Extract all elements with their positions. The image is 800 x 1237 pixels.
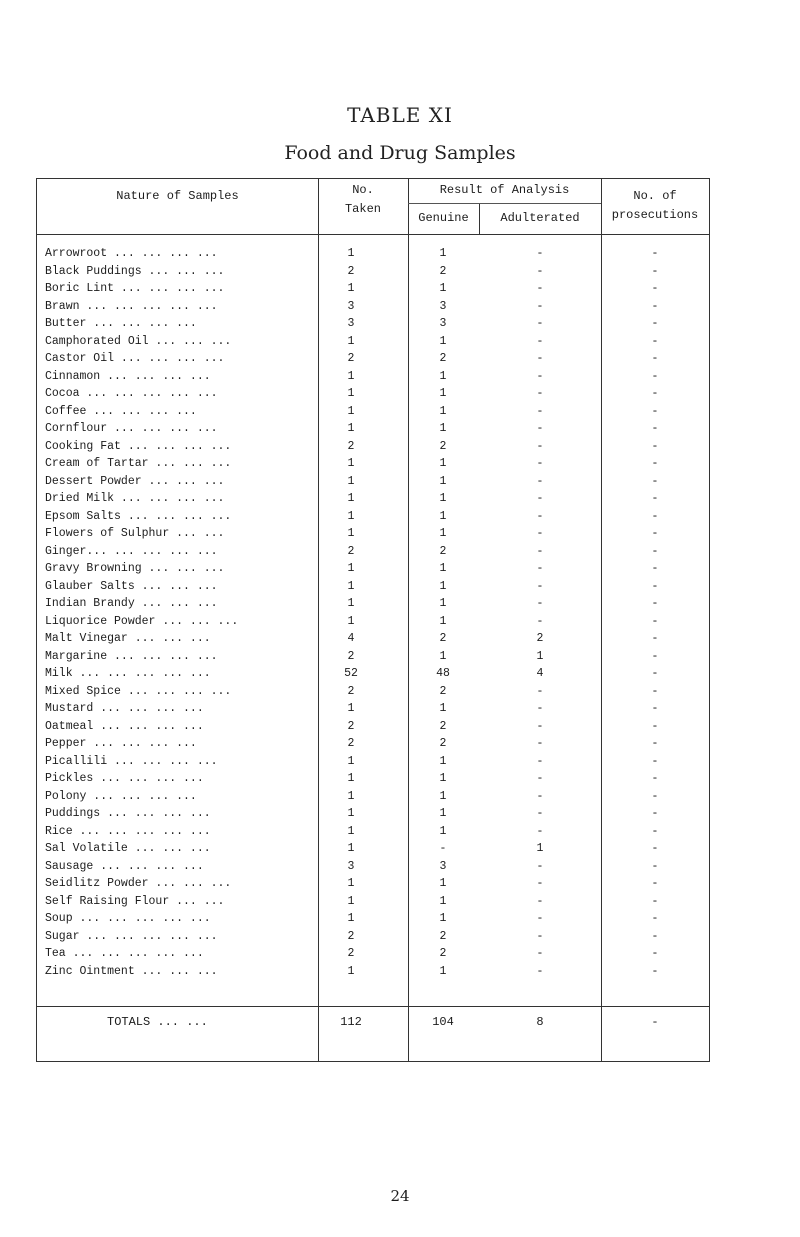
samples-taken: 2: [347, 719, 355, 733]
sample-name: Camphorated Oil ... ... ...: [45, 334, 232, 348]
prosecutions-count: -: [651, 824, 659, 838]
adulterated-count: -: [536, 387, 544, 400]
prosecutions-count: -: [651, 247, 659, 260]
genuine-count: 1: [439, 509, 447, 523]
samples-taken: 1: [347, 527, 355, 540]
genuine-count: 1: [439, 579, 447, 593]
adulterated-count: -: [536, 247, 544, 260]
table-row: [37, 350, 709, 368]
sample-name: Glauber Salts ... ... ...: [45, 579, 218, 593]
adulterated-count: -: [536, 544, 544, 558]
sample-name: Margarine ... ... ... ...: [45, 649, 218, 663]
samples-taken: 1: [347, 912, 355, 925]
adulterated-count: -: [536, 702, 544, 715]
adulterated-count: -: [536, 404, 544, 418]
table-row: [37, 875, 709, 893]
samples-taken: 52: [344, 667, 358, 680]
table-row: [37, 455, 709, 473]
adulterated-count: -: [536, 807, 544, 820]
genuine-count: 1: [439, 789, 447, 803]
adulterated-count: -: [536, 457, 544, 470]
adulterated-count: -: [536, 754, 544, 768]
prosecutions-count: -: [651, 369, 659, 383]
prosecutions-count: -: [651, 317, 659, 330]
samples-taken: 1: [347, 877, 355, 890]
prosecutions-count: -: [651, 299, 659, 313]
sample-name: Picallili ... ... ... ...: [45, 754, 218, 768]
genuine-count: 2: [439, 264, 447, 278]
samples-taken: 1: [347, 562, 355, 575]
table-row: [37, 245, 709, 263]
genuine-count: 2: [439, 632, 447, 645]
sample-name: Pepper ... ... ... ...: [45, 737, 197, 750]
genuine-count: 1: [439, 474, 447, 488]
genuine-count: 3: [439, 317, 447, 330]
genuine-count: 1: [439, 404, 447, 418]
genuine-count: 1: [439, 772, 447, 785]
table-row: [37, 420, 709, 438]
genuine-count: 1: [439, 334, 447, 348]
prosecutions-count: -: [651, 509, 659, 523]
sample-name: Malt Vinegar ... ... ...: [45, 632, 211, 645]
adulterated-count: -: [536, 772, 544, 785]
samples-taken: 1: [347, 964, 355, 978]
samples-taken: 1: [347, 474, 355, 488]
genuine-count: 1: [439, 387, 447, 400]
prosecutions-count: -: [651, 859, 659, 873]
genuine-count: 1: [439, 597, 447, 610]
samples-taken: 3: [347, 859, 355, 873]
prosecutions-count: -: [651, 702, 659, 715]
table-row: [37, 770, 709, 788]
totals-row: [37, 1007, 709, 1037]
genuine-count: 1: [439, 492, 447, 505]
prosecutions-count: -: [651, 352, 659, 365]
adulterated-count: -: [536, 562, 544, 575]
sample-name: Cocoa ... ... ... ... ...: [45, 387, 218, 400]
adulterated-count: 2: [536, 632, 544, 645]
prosecutions-count: -: [651, 597, 659, 610]
table-row: [37, 928, 709, 946]
samples-taken: 1: [347, 789, 355, 803]
adulterated-count: -: [536, 719, 544, 733]
adulterated-count: -: [536, 422, 544, 435]
prosecutions-count: -: [651, 439, 659, 453]
prosecutions-count: -: [651, 754, 659, 768]
genuine-count: 1: [439, 807, 447, 820]
table-row: [37, 578, 709, 596]
table-row: [37, 280, 709, 298]
sample-name: Arrowroot ... ... ... ...: [45, 247, 218, 260]
sample-name: Butter ... ... ... ...: [45, 317, 197, 330]
samples-taken: 1: [347, 369, 355, 383]
genuine-count: 1: [439, 649, 447, 663]
table-row: [37, 490, 709, 508]
table-row: [37, 735, 709, 753]
sample-name: Ginger... ... ... ... ...: [45, 544, 218, 558]
adulterated-count: -: [536, 947, 544, 960]
sample-name: Zinc Ointment ... ... ...: [45, 964, 218, 978]
samples-taken: 2: [347, 264, 355, 278]
genuine-count: 2: [439, 439, 447, 453]
table-row: [37, 805, 709, 823]
header-taken-line2: Taken: [344, 202, 381, 216]
table-row: [37, 315, 709, 333]
genuine-count: 1: [439, 912, 447, 925]
sample-name: Mustard ... ... ... ...: [45, 702, 204, 715]
table-row: [37, 438, 709, 456]
table-row: [37, 648, 709, 666]
samples-taken: 1: [347, 404, 355, 418]
prosecutions-count: -: [651, 527, 659, 540]
genuine-count: 2: [439, 684, 447, 698]
table-row: [37, 788, 709, 806]
sample-name: Epsom Salts ... ... ... ...: [45, 509, 232, 523]
genuine-count: 1: [439, 824, 447, 838]
prosecutions-count: -: [651, 632, 659, 645]
samples-taken: 1: [347, 492, 355, 505]
samples-taken: 1: [347, 509, 355, 523]
page-number: 24: [390, 1187, 410, 1205]
prosecutions-count: -: [651, 789, 659, 803]
samples-taken: 1: [347, 842, 355, 855]
table-row: [37, 753, 709, 771]
samples-taken: 1: [347, 824, 355, 838]
table-row: [37, 473, 709, 491]
genuine-count: 1: [439, 247, 447, 260]
prosecutions-count: -: [651, 422, 659, 435]
samples-taken: 1: [347, 334, 355, 348]
genuine-count: 2: [439, 947, 447, 960]
table-row: [37, 263, 709, 281]
adulterated-count: 4: [536, 667, 544, 680]
table-row: [37, 543, 709, 561]
sample-name: Puddings ... ... ... ...: [45, 807, 211, 820]
genuine-count: 2: [439, 352, 447, 365]
table-row: [37, 945, 709, 963]
adulterated-count: -: [536, 894, 544, 908]
genuine-count: 2: [439, 719, 447, 733]
sample-name: Boric Lint ... ... ... ...: [45, 282, 225, 295]
header-prosecutions-line1: No. of: [633, 189, 677, 203]
adulterated-count: -: [536, 317, 544, 330]
table-row: [37, 718, 709, 736]
prosecutions-count: -: [651, 947, 659, 960]
adulterated-count: -: [536, 439, 544, 453]
samples-taken: 1: [347, 702, 355, 715]
adulterated-count: -: [536, 737, 544, 750]
table-subtitle: Food and Drug Samples: [284, 142, 516, 164]
samples-taken: 1: [347, 422, 355, 435]
adulterated-count: -: [536, 334, 544, 348]
adulterated-count: -: [536, 824, 544, 838]
adulterated-count: -: [536, 352, 544, 365]
sample-name: Self Raising Flour ... ...: [45, 894, 225, 908]
samples-taken: 1: [347, 772, 355, 785]
header-prosecutions-line2: prosecutions: [611, 208, 699, 222]
prosecutions-count: -: [651, 964, 659, 978]
adulterated-count: -: [536, 264, 544, 278]
prosecutions-count: -: [651, 562, 659, 575]
adulterated-count: -: [536, 789, 544, 803]
sample-name: Oatmeal ... ... ... ...: [45, 719, 204, 733]
samples-taken: 1: [347, 807, 355, 820]
header-divider: [37, 234, 709, 235]
genuine-count: 1: [439, 457, 447, 470]
sample-name: Dessert Powder ... ... ...: [45, 474, 225, 488]
adulterated-count: -: [536, 614, 544, 628]
samples-taken: 1: [347, 597, 355, 610]
totals-taken: 112: [340, 1015, 362, 1029]
samples-taken: 3: [347, 317, 355, 330]
prosecutions-count: -: [651, 579, 659, 593]
table-row: [37, 508, 709, 526]
table-row: [37, 403, 709, 421]
sample-name: Coffee ... ... ... ...: [45, 404, 197, 418]
prosecutions-count: -: [651, 334, 659, 348]
genuine-count: 3: [439, 299, 447, 313]
adulterated-count: 1: [536, 842, 544, 855]
samples-taken: 1: [347, 387, 355, 400]
sample-name: Milk ... ... ... ... ...: [45, 667, 211, 680]
sample-name: Dried Milk ... ... ... ...: [45, 492, 225, 505]
samples-taken: 2: [347, 684, 355, 698]
adulterated-count: -: [536, 282, 544, 295]
samples-taken: 1: [347, 247, 355, 260]
adulterated-count: -: [536, 509, 544, 523]
table-row: [37, 858, 709, 876]
table-row: [37, 298, 709, 316]
table-title: TABLE XI: [347, 103, 453, 127]
prosecutions-count: -: [651, 264, 659, 278]
prosecutions-count: -: [651, 404, 659, 418]
totals-genuine: 104: [432, 1015, 454, 1029]
sample-name: Tea ... ... ... ... ...: [45, 947, 204, 960]
prosecutions-count: -: [651, 719, 659, 733]
genuine-count: 3: [439, 859, 447, 873]
adulterated-count: -: [536, 929, 544, 943]
genuine-count: 2: [439, 544, 447, 558]
sample-name: Cornflour ... ... ... ...: [45, 422, 218, 435]
prosecutions-count: -: [651, 649, 659, 663]
samples-taken: 3: [347, 299, 355, 313]
samples-taken: 1: [347, 894, 355, 908]
genuine-count: 1: [439, 702, 447, 715]
table-row: [37, 665, 709, 683]
samples-taken: 2: [347, 352, 355, 365]
genuine-count: 1: [439, 422, 447, 435]
genuine-count: 1: [439, 877, 447, 890]
sample-name: Soup ... ... ... ... ...: [45, 912, 211, 925]
samples-taken: 1: [347, 457, 355, 470]
sample-name: Castor Oil ... ... ... ...: [45, 352, 225, 365]
genuine-count: -: [439, 842, 447, 855]
sample-name: Cream of Tartar ... ... ...: [45, 457, 232, 470]
header-genuine: Genuine: [418, 211, 469, 225]
prosecutions-count: -: [651, 842, 659, 855]
sample-name: Cooking Fat ... ... ... ...: [45, 439, 232, 453]
samples-taken: 1: [347, 614, 355, 628]
adulterated-count: -: [536, 877, 544, 890]
totals-prosecutions: -: [651, 1015, 659, 1029]
prosecutions-count: -: [651, 544, 659, 558]
table-row: [37, 333, 709, 351]
samples-taken: 2: [347, 737, 355, 750]
prosecutions-count: -: [651, 492, 659, 505]
sample-name: Sal Volatile ... ... ...: [45, 842, 211, 855]
sample-name: Cinnamon ... ... ... ...: [45, 369, 211, 383]
sample-name: Sugar ... ... ... ... ...: [45, 929, 218, 943]
genuine-count: 1: [439, 894, 447, 908]
sample-name: Brawn ... ... ... ... ...: [45, 299, 218, 313]
adulterated-count: 1: [536, 649, 544, 663]
table-row: [37, 385, 709, 403]
adulterated-count: -: [536, 579, 544, 593]
samples-taken: 1: [347, 754, 355, 768]
table-row: [37, 910, 709, 928]
prosecutions-count: -: [651, 894, 659, 908]
prosecutions-count: -: [651, 877, 659, 890]
genuine-count: 48: [436, 667, 450, 680]
sample-name: Gravy Browning ... ... ...: [45, 562, 225, 575]
adulterated-count: -: [536, 859, 544, 873]
table-row: [37, 823, 709, 841]
adulterated-count: -: [536, 527, 544, 540]
prosecutions-count: -: [651, 807, 659, 820]
samples-taken: 4: [347, 632, 355, 645]
samples-table: [36, 178, 710, 1062]
adulterated-count: -: [536, 299, 544, 313]
sample-name: Polony ... ... ... ...: [45, 789, 197, 803]
header-adulterated: Adulterated: [500, 211, 580, 225]
table-row: [37, 840, 709, 858]
genuine-count: 1: [439, 282, 447, 295]
samples-taken: 2: [347, 649, 355, 663]
header-taken-line1: No.: [352, 183, 374, 197]
sample-name: Mixed Spice ... ... ... ...: [45, 684, 232, 698]
samples-taken: 2: [347, 439, 355, 453]
genuine-count: 1: [439, 614, 447, 628]
adulterated-count: -: [536, 597, 544, 610]
prosecutions-count: -: [651, 387, 659, 400]
sample-name: Black Puddings ... ... ...: [45, 264, 225, 278]
totals-adulterated: 8: [536, 1015, 544, 1029]
genuine-count: 2: [439, 737, 447, 750]
adulterated-count: -: [536, 684, 544, 698]
table-row: [37, 683, 709, 701]
samples-taken: 2: [347, 947, 355, 960]
sample-name: Liquorice Powder ... ... ...: [45, 614, 239, 628]
samples-taken: 1: [347, 579, 355, 593]
table-row: [37, 560, 709, 578]
table-row: [37, 630, 709, 648]
samples-taken: 2: [347, 544, 355, 558]
prosecutions-count: -: [651, 667, 659, 680]
genuine-count: 1: [439, 964, 447, 978]
adulterated-count: -: [536, 912, 544, 925]
prosecutions-count: -: [651, 912, 659, 925]
adulterated-count: -: [536, 369, 544, 383]
genuine-count: 1: [439, 754, 447, 768]
header-nature: Nature of Samples: [116, 189, 239, 203]
header-result: Result of Analysis: [439, 183, 570, 197]
adulterated-count: -: [536, 474, 544, 488]
table-row: [37, 368, 709, 386]
table-row: [37, 525, 709, 543]
adulterated-count: -: [536, 964, 544, 978]
sample-name: Flowers of Sulphur ... ...: [45, 527, 225, 540]
genuine-count: 1: [439, 562, 447, 575]
table-row: [37, 595, 709, 613]
prosecutions-count: -: [651, 772, 659, 785]
table-row: [37, 700, 709, 718]
prosecutions-count: -: [651, 457, 659, 470]
table-row: [37, 613, 709, 631]
sample-name: Rice ... ... ... ... ...: [45, 824, 211, 838]
sample-name: Indian Brandy ... ... ...: [45, 597, 218, 610]
prosecutions-count: -: [651, 737, 659, 750]
genuine-count: 1: [439, 369, 447, 383]
sample-name: Pickles ... ... ... ...: [45, 772, 204, 785]
table-row: [37, 893, 709, 911]
table-row: [37, 963, 709, 981]
prosecutions-count: -: [651, 614, 659, 628]
samples-taken: 2: [347, 929, 355, 943]
adulterated-count: -: [536, 492, 544, 505]
subheader-divider: [408, 203, 601, 204]
genuine-count: 2: [439, 929, 447, 943]
totals-label: TOTALS ... ...: [107, 1015, 208, 1029]
prosecutions-count: -: [651, 282, 659, 295]
prosecutions-count: -: [651, 929, 659, 943]
genuine-count: 1: [439, 527, 447, 540]
samples-taken: 1: [347, 282, 355, 295]
prosecutions-count: -: [651, 474, 659, 488]
sample-name: Seidlitz Powder ... ... ...: [45, 877, 232, 890]
prosecutions-count: -: [651, 684, 659, 698]
sample-rows: [37, 245, 709, 980]
sample-name: Sausage ... ... ... ...: [45, 859, 204, 873]
